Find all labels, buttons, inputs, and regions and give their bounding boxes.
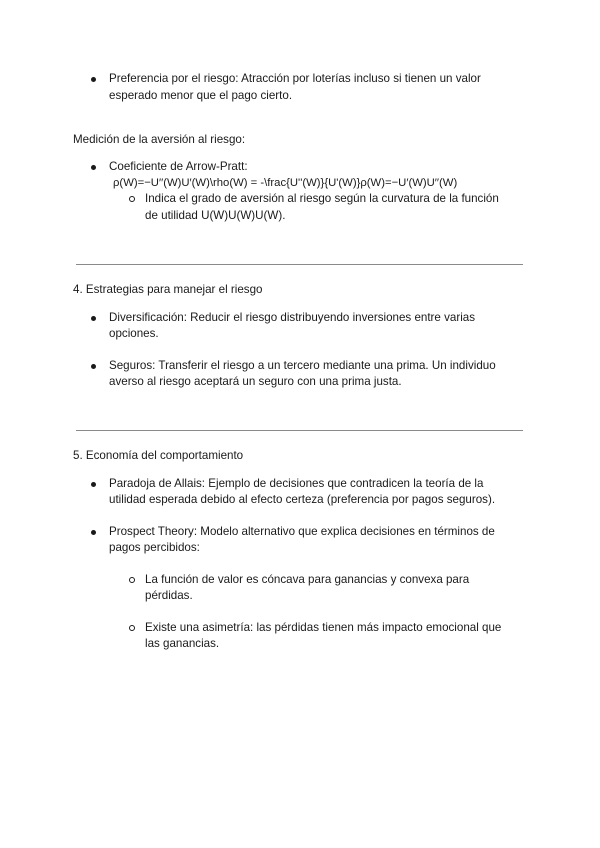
list-item-text: esperado menor que el pago cierto. <box>109 89 293 102</box>
section-heading-4: 4. Estrategias para manejar el riesgo <box>73 283 263 296</box>
bullet-icon <box>91 482 96 487</box>
list-item-text: Preferencia por el riesgo: Atracción por loterías incluso si tienen un valor <box>109 72 481 85</box>
list-item-text: Seguros: Transferir el riesgo a un tercero mediante una prima. Un individuo <box>109 359 496 372</box>
sub-list-item-text: de utilidad U(W)U(W)U(W). <box>145 209 286 222</box>
formula-text: ρ(W)=−U′′(W)U′(W)\rho(W) = -\frac{U''(W)}{U'(W)}ρ(W)=−U′(W)U′′(W) <box>113 177 458 189</box>
section-heading-medicion: Medición de la aversión al riesgo: <box>73 133 246 146</box>
list-item-text: utilidad esperada debido al efecto certeza (preferencia por pagos seguros). <box>109 493 496 506</box>
bullet-icon <box>91 364 96 369</box>
list-item-label: Coeficiente de Arrow-Pratt: <box>109 160 248 173</box>
list-item-text: Prospect Theory: Modelo alternativo que explica decisiones en términos de <box>109 525 495 538</box>
horizontal-rule <box>76 430 523 431</box>
bullet-icon <box>91 77 96 82</box>
bullet-icon <box>91 530 96 535</box>
list-item-text: Diversificación: Reducir el riesgo distribuyendo inversiones entre varias <box>109 311 476 324</box>
list-item-text: Paradoja de Allais: Ejemplo de decisiones que contradicen la teoría de la <box>109 477 484 490</box>
circle-bullet-icon <box>129 196 135 202</box>
sub-list-item-text: pérdidas. <box>145 589 193 602</box>
sub-list-item-text: Indica el grado de aversión al riesgo según la curvatura de la función <box>145 192 499 205</box>
list-item-text: opciones. <box>109 327 159 340</box>
sub-list-item-text: las ganancias. <box>145 637 220 650</box>
section-heading-5: 5. Economía del comportamiento <box>73 449 244 462</box>
list-item-text: averso al riesgo aceptará un seguro con una prima justa. <box>109 375 402 388</box>
sub-list-item-text: Existe una asimetría: las pérdidas tienen más impacto emocional que <box>145 621 502 634</box>
bullet-icon <box>91 316 96 321</box>
horizontal-rule <box>76 264 523 265</box>
bullet-icon <box>91 165 96 170</box>
circle-bullet-icon <box>129 625 135 631</box>
circle-bullet-icon <box>129 577 135 583</box>
sub-list-item-text: La función de valor es cóncava para ganancias y convexa para <box>145 573 470 586</box>
list-item-text: pagos percibidos: <box>109 541 200 554</box>
